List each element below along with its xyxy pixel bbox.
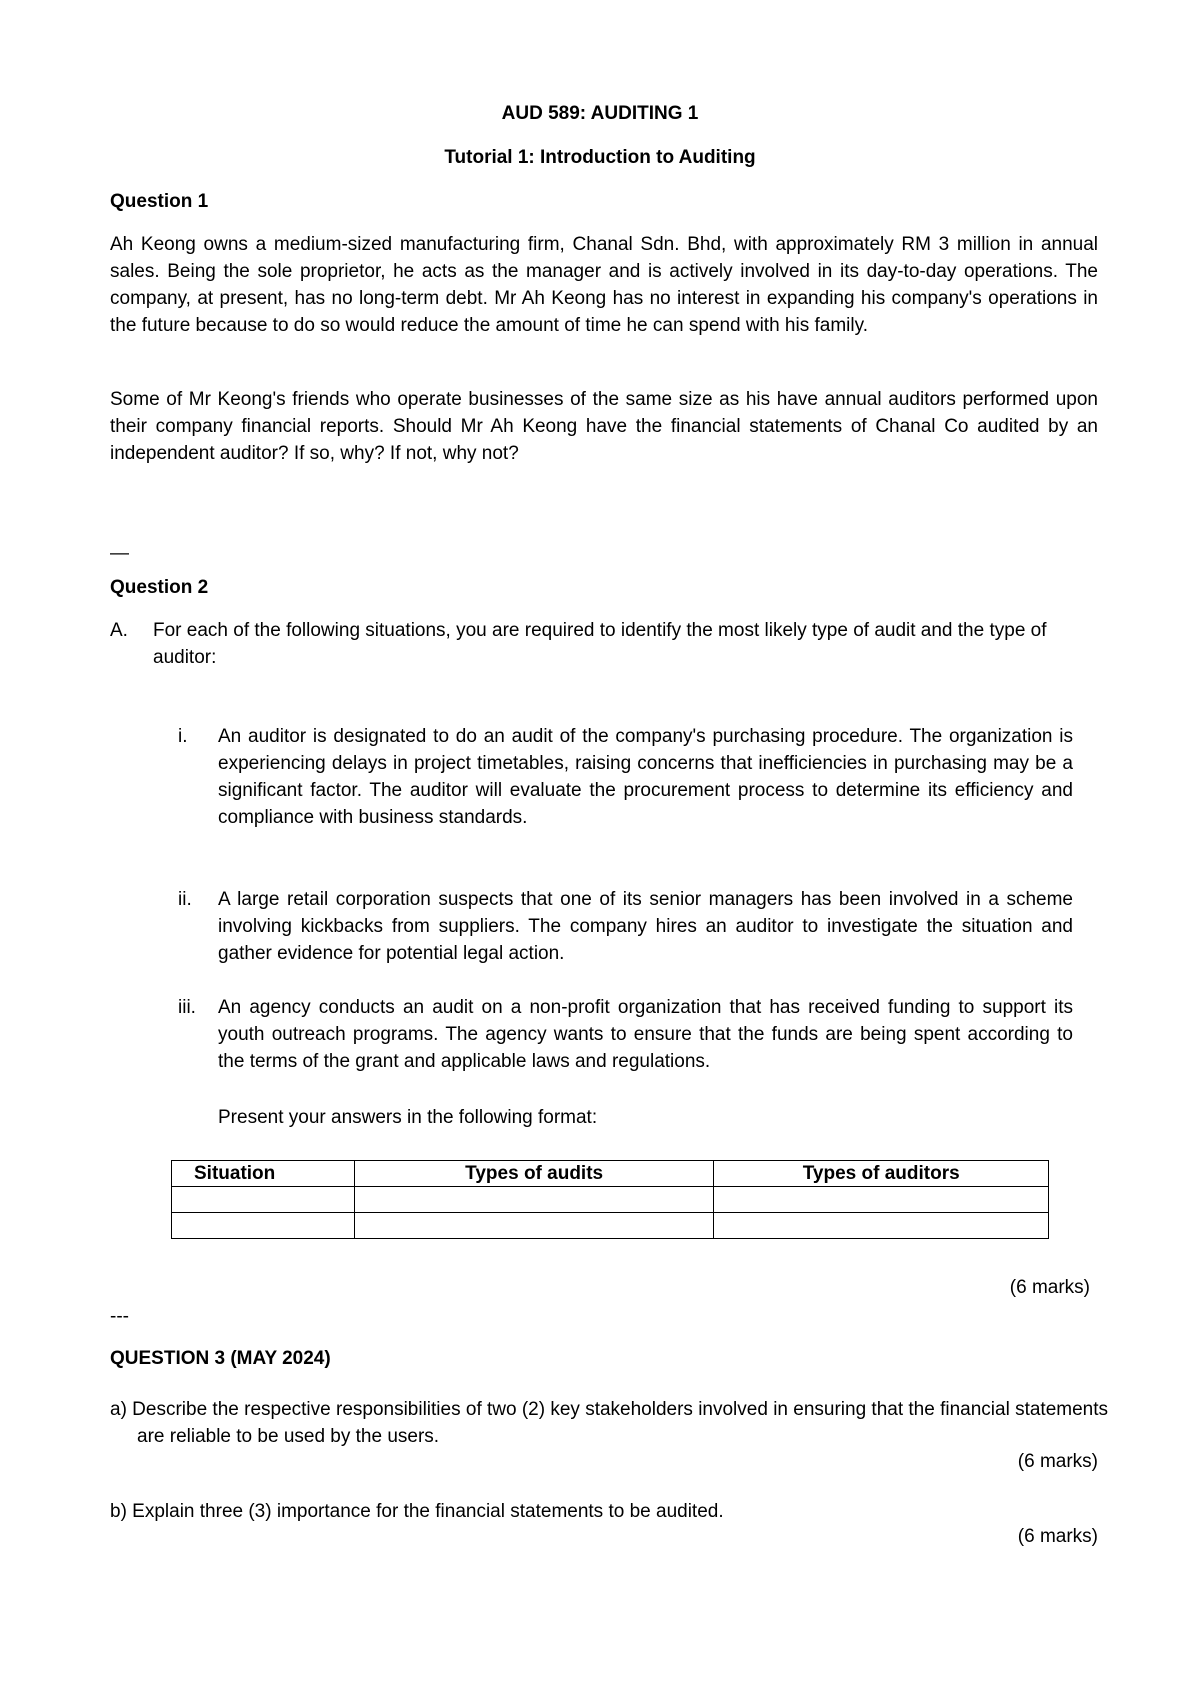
table-header-situation: Situation: [172, 1161, 355, 1187]
table-cell: [714, 1213, 1049, 1239]
tutorial-title: Tutorial 1: Introduction to Auditing: [444, 147, 756, 168]
question-1-paragraph-1: Ah Keong owns a medium-sized manufacturing firm, Chanal Sdn. Bhd, with approximately RM 3 million in annual sales. Being the sole proprietor, he acts as the manager and is actively involved in its day-to-day operations. The company, at present, has no long-term debt. Mr Ah Keong has no interest in expanding his company's operations in the future because to do so would reduce the amount of time he can spend with his family.: [110, 234, 1098, 336]
question-3-part-a-marks: (6 marks): [1017, 1451, 1098, 1472]
table-header-types-of-auditors: Types of auditors: [714, 1161, 1049, 1187]
situation-3-label: iii.: [178, 997, 196, 1018]
question-1-heading: Question 1: [110, 191, 209, 212]
question-3-part-b: b) Explain three (3) importance for the financial statements to be audited.: [110, 1501, 724, 1522]
separator-dash: —: [110, 543, 129, 564]
situation-3-text: An agency conducts an audit on a non-profit organization that has received funding to support its youth outreach programs. The agency wants to ensure that the funds are being spent according to the terms of the grant and applicable laws and regulations.: [218, 997, 1073, 1072]
question-3-part-a: a) Describe the respective responsibilities of two (2) key stakeholders involved in ensuring that the financial statements are reliable to be used by the users.: [110, 1399, 1109, 1447]
table-cell: [714, 1187, 1049, 1213]
question-1-paragraph-2: Some of Mr Keong's friends who operate businesses of the same size as his have annual auditors performed upon their company financial reports. Should Mr Ah Keong have the financial statements of Chanal Co audited by an independent auditor? If so, why? If not, why not?: [110, 389, 1098, 464]
situation-1-text: An auditor is designated to do an audit of the company's purchasing procedure. The organization is experiencing delays in project timetables, raising concerns that inefficiencies in purchasing may be a significant factor. The auditor will evaluate the procurement process to determine its efficiency and compliance with business standards.: [218, 726, 1073, 828]
course-title: AUD 589: AUDITING 1: [501, 103, 699, 124]
table-row: [172, 1213, 1049, 1239]
separator-dashes: ---: [110, 1306, 129, 1327]
format-instruction: Present your answers in the following format:: [218, 1107, 598, 1128]
situation-1-label: i.: [178, 726, 188, 747]
table-header-types-of-audits: Types of audits: [354, 1161, 714, 1187]
table-cell: [354, 1187, 714, 1213]
table-cell: [172, 1187, 355, 1213]
situation-2-label: ii.: [178, 889, 192, 910]
situation-2-text: A large retail corporation suspects that one of its senior managers has been involved in a scheme involving kickbacks from suppliers. The company hires an auditor to investigate the situation and gather evidence for potential legal action.: [218, 889, 1073, 964]
part-a-text: For each of the following situations, you are required to identify the most likely type of audit and the type of auditor:: [153, 620, 1047, 668]
question-2-marks: (6 marks): [1009, 1277, 1090, 1298]
table-header-row: [172, 1161, 1049, 1187]
answer-format-table: [171, 1160, 1049, 1239]
part-a-label: A.: [110, 620, 128, 641]
table-cell: [354, 1213, 714, 1239]
question-2-heading: Question 2: [110, 577, 209, 598]
question-3-heading: QUESTION 3 (MAY 2024): [110, 1348, 331, 1369]
table-cell: [172, 1213, 355, 1239]
question-3-part-b-marks: (6 marks): [1017, 1526, 1098, 1547]
table-row: [172, 1187, 1049, 1213]
